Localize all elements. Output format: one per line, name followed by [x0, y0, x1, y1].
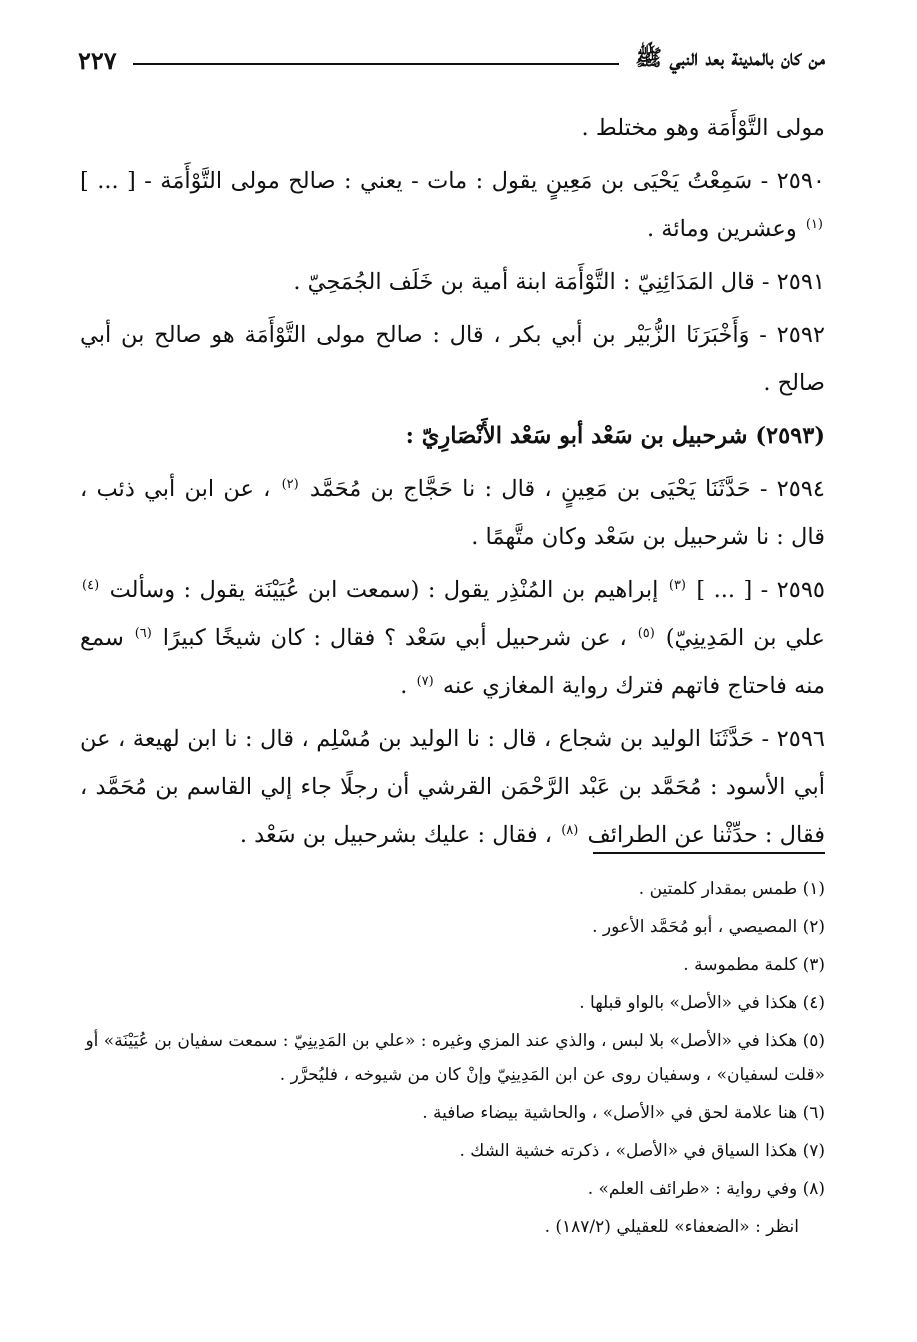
text-run: . — [400, 673, 408, 699]
text-run: سمع منه فاحتاج فاتهم فترك رواية المغازي عنه — [80, 625, 825, 699]
running-title: من كان بالمدينة بعد النبي ﷺ — [635, 45, 825, 71]
main-text — [80, 104, 825, 859]
footnote-7: (٧) هكذا السياق في «الأصل» ، ذكرته خشية الشك . — [459, 1141, 825, 1161]
footnote-5: (٥) هكذا في «الأصل» بلا لبس ، والذي عند المزي وغيره : «علي بن المَدِينِيّ : سمعت سفيان بن عُيَيْنَة» أو «قلت لسفيان» ، وسفيان روى عن ابن المَدِينِيّ وإنْ كان من شيوخه ، فليُحرَّر . — [85, 1031, 825, 1085]
footnote-ref-7: (٧) — [416, 673, 434, 689]
footnote-ref-6: (٦) — [134, 625, 152, 641]
paragraph-2596 — [80, 715, 825, 859]
text-run: ٢٥٩٦ - حَدَّثَنَا الوليد بن شجاع ، قال : نا الوليد بن مُسْلِم ، قال : نا ابن لهيعة ، عن أبي الأسود : مُحَمَّد بن عَبْد الرَّحْمَن القرشي أن رجلًا جاء إلي القاسم بن مُحَمَّد ، فقال : حدِّثْنا عن الطرائف — [80, 726, 825, 848]
text-run: إبراهيم بن المُنْذِر يقول : (سمعت ابن عُيَيْنَة يقول : وسألت — [109, 577, 659, 603]
text-run: ٢٥٩٠ - سَمِعْتُ يَحْيَى بن مَعِينٍ يقول : مات - يعني : صالح مولى التَّوْأَمَة - [ ... ] — [80, 168, 825, 194]
running-header — [78, 40, 825, 80]
footnote-4: (٤) هكذا في «الأصل» بالواو قبلها . — [579, 993, 825, 1013]
footnote-ref-8: (٨) — [561, 822, 579, 838]
text-run: ، عن شرحبيل أبي سَعْد ؟ فقال : كان شيخًا كبيرًا — [162, 625, 627, 651]
paragraph-2590 — [80, 157, 825, 253]
text-run: علي بن المَدِينِيّ) — [665, 625, 825, 651]
paragraph-2591: ٢٥٩١ - قال المَدَائِنِيّ : التَّوْأَمَة ابنة أمية بن خَلَف الجُمَحِيّ . — [293, 269, 825, 295]
entry-heading-2593: (٢٥٩٣) شرحبيل بن سَعْد أبو سَعْد الأَنْصَارِيّ : — [405, 423, 825, 449]
footnote-separator — [593, 852, 825, 854]
text-run: ، فقال : عليك بشرحبيل بن سَعْد . — [239, 822, 553, 848]
paragraph-2595 — [80, 566, 825, 710]
footnotes — [80, 872, 825, 1244]
footnote-8: (٨) وفي رواية : «طرائف العلم» . — [587, 1179, 825, 1199]
footnote-ref-5: (٥) — [637, 625, 655, 641]
text-run: ، عن ابن أبي ذئب ، قال : نا شرحبيل بن سَعْد وكان متَّهمًا . — [80, 476, 825, 550]
paragraph-continuation: مولى التَّوْأَمَة وهو مختلط . — [581, 115, 825, 141]
page-number: ٢٢٧ — [78, 45, 117, 75]
text-run: ٢٥٩٥ - [ ... ] — [696, 577, 826, 603]
header-rule — [133, 63, 620, 65]
footnote-6: (٦) هنا علامة لحق في «الأصل» ، والحاشية بيضاء صافية . — [422, 1103, 825, 1123]
footnote-ref-4: (٤) — [82, 577, 100, 593]
text-run: وعشرين ومائة . — [646, 216, 797, 242]
footnote-8-reference: انظر : «الضعفاء» للعقيلي (١٨٧/٢) . — [544, 1217, 799, 1237]
paragraph-2592: ٢٥٩٢ - وَأَخْبَرَنَا الزُّبَيْر بن أبي بكر ، قال : صالح مولى التَّوْأَمَة هو صالح بن أبي صالح . — [80, 322, 825, 396]
footnote-ref-3: (٣) — [668, 577, 686, 593]
footnote-2: (٢) المصيصي ، أبو مُحَمَّد الأعور . — [592, 917, 825, 937]
footnote-3: (٣) كلمة مطموسة . — [683, 955, 825, 975]
footnote-ref-1: (١) — [805, 216, 823, 232]
footnote-ref-2: (٢) — [281, 476, 299, 492]
paragraph-2594 — [80, 465, 825, 561]
footnote-1: (١) طمس بمقدار كلمتين . — [638, 879, 825, 899]
text-run: ٢٥٩٤ - حَدَّثَنَا يَحْيَى بن مَعِينٍ ، قال : نا حَجَّاج بن مُحَمَّد — [309, 476, 825, 502]
